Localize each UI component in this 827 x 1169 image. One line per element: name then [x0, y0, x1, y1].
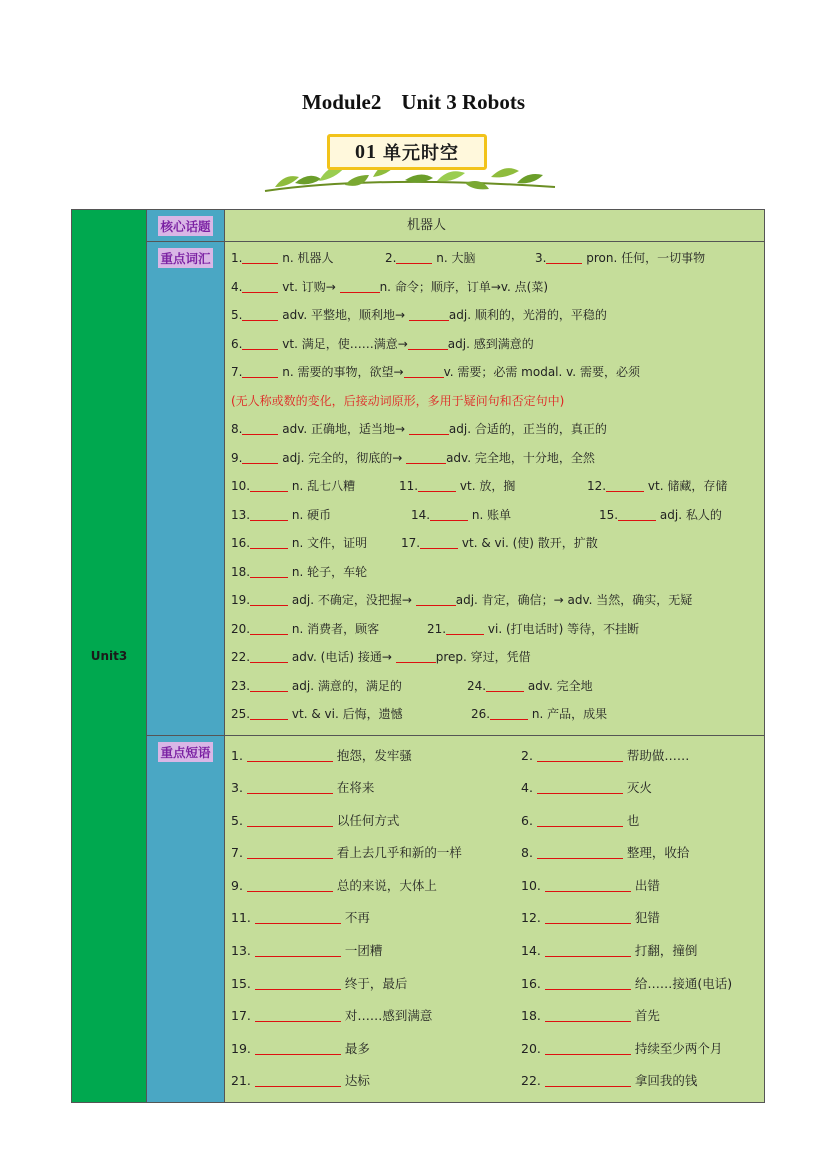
- section-title: 单元时空: [383, 143, 459, 164]
- phrase-row: [231, 935, 758, 968]
- vocab-list: [225, 242, 764, 735]
- unit-table: [71, 209, 765, 1103]
- module-label: Module2: [301, 90, 382, 114]
- answer-blank: [408, 335, 448, 350]
- phrase-entry: [521, 805, 639, 838]
- entry-definition: n. 轮子，车轮: [288, 564, 368, 579]
- entry-definition: pron. 任何，一切事物: [582, 251, 706, 265]
- vocab-entry: [231, 244, 334, 273]
- vocab-entry: [231, 558, 367, 587]
- phrase-entry: [521, 968, 732, 1001]
- phrase-entry: [521, 837, 689, 870]
- vocab-entry: [231, 444, 595, 473]
- answer-blank: [537, 812, 623, 827]
- phrase-number: 13.: [231, 943, 255, 959]
- answer-blank: [396, 648, 436, 663]
- entry-definition: adv. 完全地: [524, 678, 593, 693]
- vocab-row: [231, 558, 756, 587]
- entry-definition: n. 乱七八糟: [288, 479, 356, 493]
- vocab-row: [231, 501, 756, 530]
- vocab-entry: [471, 700, 607, 729]
- answer-blank: [545, 909, 631, 924]
- answer-blank: [247, 747, 333, 762]
- answer-blank: [618, 506, 656, 521]
- phrase-meaning: 不再: [340, 910, 370, 926]
- phrase-row: [231, 740, 758, 773]
- phrase-row: [231, 968, 758, 1001]
- answer-blank: [545, 1072, 631, 1087]
- phrase-meaning: 以任何方式: [332, 812, 400, 828]
- entry-definition: n. 命令；顺序，订单→v. 点(菜): [379, 279, 549, 294]
- answer-blank: [242, 335, 278, 350]
- answer-blank: [545, 942, 631, 957]
- answer-blank: [430, 506, 468, 521]
- phrase-meaning: 一团糟: [340, 943, 383, 959]
- phrase-meaning: 对……感到满意: [340, 1008, 433, 1024]
- entry-definition: n. 机器人: [278, 251, 334, 265]
- answer-blank: [242, 306, 278, 321]
- answer-blank: [537, 747, 623, 762]
- answer-blank: [545, 1040, 631, 1055]
- answer-blank: [255, 1040, 341, 1055]
- vocab-row: [231, 244, 756, 273]
- answer-blank: [420, 534, 458, 549]
- topic-tag: 核心话题: [158, 216, 212, 236]
- vocab-entry: [411, 501, 511, 530]
- phrase-row: [231, 1065, 758, 1098]
- entry-definition: n. 硬币: [288, 507, 332, 522]
- phrase-entry: [231, 805, 399, 838]
- answer-blank: [409, 306, 449, 321]
- entry-number: 22.: [231, 650, 251, 664]
- entry-number: 9.: [231, 450, 243, 465]
- answer-blank: [250, 477, 288, 492]
- answer-blank: [250, 506, 288, 521]
- phrase-meaning: 灭火: [622, 780, 652, 796]
- entry-definition: adj. 合适的，正当的，真正的: [448, 422, 607, 436]
- answer-blank: [247, 844, 333, 859]
- vocab-entry: [231, 415, 607, 444]
- phrase-entry: [521, 740, 689, 773]
- phrase-entry: [231, 837, 462, 870]
- phrase-row: [231, 902, 758, 935]
- vocab-row: [231, 586, 756, 615]
- phrase-number: 7.: [231, 845, 247, 861]
- entry-definition: adv. 平整地，顺利地→: [278, 308, 409, 322]
- entry-definition: vt. & vi. (使) 散开，扩散: [458, 536, 598, 550]
- vocab-entry: [231, 672, 402, 701]
- phrase-entry: [521, 870, 660, 903]
- entry-number: 3.: [535, 251, 547, 265]
- phrase-entry: [231, 902, 370, 935]
- entry-definition: v. 需要；必需 modal. v. 需要，必须: [443, 365, 640, 379]
- answer-blank: [406, 449, 446, 464]
- phrase-row: [231, 837, 758, 870]
- phrase-meaning: 给……接通(电话): [630, 975, 733, 991]
- answer-blank: [250, 534, 288, 549]
- phrase-cell: [225, 735, 765, 1103]
- phrase-number: 5.: [231, 812, 247, 828]
- phrase-meaning: 也: [622, 812, 640, 828]
- phrase-entry: [521, 772, 652, 805]
- vocab-entry: [231, 529, 367, 558]
- answer-blank: [255, 975, 341, 990]
- answer-blank: [247, 812, 333, 827]
- answer-blank: [416, 591, 456, 606]
- unit-cell: [72, 210, 147, 1103]
- phrase-number: 22.: [521, 1073, 545, 1089]
- vocab-row: [231, 529, 756, 558]
- phrase-category-cell: [147, 735, 225, 1103]
- entry-number: 2.: [385, 251, 397, 265]
- entry-definition: n. 文件，证明: [288, 536, 368, 550]
- answer-blank: [255, 1007, 341, 1022]
- entry-definition: adj. 肯定，确信；→ adv. 当然，确实，无疑: [455, 593, 693, 607]
- phrase-number: 3.: [231, 780, 247, 796]
- entry-number: 17.: [401, 536, 421, 550]
- answer-blank: [340, 278, 380, 293]
- answer-blank: [446, 620, 484, 635]
- entry-definition: vt. 满足，使……满意→: [278, 336, 408, 351]
- answer-blank: [247, 877, 333, 892]
- entry-definition: adj. 满意的，满足的: [288, 678, 402, 693]
- entry-definition: adj. 感到满意的: [447, 336, 534, 351]
- entry-definition: n. 消费者，顾客: [288, 621, 380, 636]
- vocab-row: [231, 444, 756, 473]
- vocab-cell: [225, 242, 765, 736]
- vocab-row: [231, 387, 756, 416]
- phrase-row: [231, 1033, 758, 1066]
- unit-title: Unit 3 Robots: [401, 90, 526, 114]
- vocab-entry: [467, 672, 593, 701]
- entry-definition: adj. 不确定，没把握→: [288, 593, 416, 607]
- vocab-entry: [231, 643, 531, 672]
- vocab-entry: [231, 301, 607, 330]
- answer-blank: [250, 677, 288, 692]
- phrase-number: 18.: [521, 1008, 545, 1024]
- entry-number: 18.: [231, 564, 251, 579]
- phrase-number: 17.: [231, 1008, 255, 1024]
- vocab-row: [231, 643, 756, 672]
- phrase-entry: [521, 1000, 660, 1033]
- vocab-row: [231, 301, 756, 330]
- phrase-meaning: 抱怨，发牢骚: [332, 747, 412, 763]
- answer-blank: [255, 909, 341, 924]
- vocab-row: [231, 700, 756, 729]
- entry-number: 25.: [231, 707, 251, 721]
- entry-definition: prep. 穿过，凭借: [435, 650, 531, 664]
- answer-blank: [250, 620, 288, 635]
- vocab-entry: [231, 330, 534, 359]
- phrase-meaning: 拿回我的钱: [630, 1073, 698, 1089]
- page-title: [0, 90, 827, 115]
- answer-blank: [486, 677, 524, 692]
- vocab-row: [231, 358, 756, 387]
- phrase-entry: [231, 772, 374, 805]
- entry-number: 16.: [231, 536, 251, 550]
- phrase-number: 19.: [231, 1040, 255, 1056]
- phrase-entry: [231, 1065, 370, 1098]
- phrase-tag: 重点短语: [158, 742, 212, 762]
- vocab-row: [231, 615, 756, 644]
- entry-number: 19.: [231, 593, 251, 607]
- phrase-meaning: 在将来: [332, 780, 375, 796]
- entry-number: 7.: [231, 365, 243, 379]
- entry-number: 1.: [231, 251, 243, 265]
- grammar-note: (无人称或数的变化，后接动词原形，多用于疑问句和否定句中): [231, 393, 565, 408]
- answer-blank: [409, 420, 449, 435]
- entry-number: 23.: [231, 678, 251, 693]
- entry-number: 13.: [231, 507, 251, 522]
- answer-blank: [242, 278, 278, 293]
- answer-blank: [242, 420, 278, 435]
- phrase-number: 21.: [231, 1073, 255, 1089]
- phrase-entry: [521, 935, 697, 968]
- entry-number: 12.: [587, 479, 607, 493]
- vocab-entry: [427, 615, 639, 644]
- vocab-entry: [587, 472, 727, 501]
- phrase-meaning: 看上去几乎和新的一样: [332, 845, 462, 861]
- phrase-row: [231, 772, 758, 805]
- phrase-row: [231, 870, 758, 903]
- section-banner: [255, 125, 565, 205]
- topic-text: 机器人: [407, 218, 447, 233]
- entry-definition: vi. (打电话时) 等待，不挂断: [484, 621, 640, 636]
- vocab-entry: [231, 472, 355, 501]
- answer-blank: [490, 705, 528, 720]
- answer-blank: [545, 1007, 631, 1022]
- vocab-entry: [231, 358, 640, 387]
- vocab-entry: [231, 273, 548, 302]
- answer-blank: [606, 477, 644, 492]
- unit-label: Unit3: [90, 649, 128, 664]
- phrase-number: 9.: [231, 877, 247, 893]
- answer-blank: [250, 563, 288, 578]
- phrase-number: 2.: [521, 747, 537, 763]
- entry-number: 4.: [231, 279, 243, 294]
- vocab-entry: [231, 586, 692, 615]
- phrase-row: [231, 805, 758, 838]
- answer-blank: [537, 779, 623, 794]
- vocab-row: [231, 415, 756, 444]
- answer-blank: [242, 249, 278, 264]
- phrase-number: 6.: [521, 812, 537, 828]
- entry-definition: adj. 顺利的，光滑的，平稳的: [448, 308, 607, 322]
- entry-number: 21.: [427, 621, 447, 636]
- answer-blank: [546, 249, 582, 264]
- vocab-entry: [231, 615, 379, 644]
- phrase-meaning: 犯错: [630, 910, 660, 926]
- entry-definition: adv. 正确地，适当地→: [278, 422, 409, 436]
- answer-blank: [255, 1072, 341, 1087]
- entry-definition: n. 账单: [468, 507, 512, 522]
- phrase-entry: [231, 740, 412, 773]
- answer-blank: [250, 705, 288, 720]
- entry-number: 26.: [471, 707, 491, 721]
- entry-definition: adv. (电话) 接通→: [288, 650, 396, 664]
- entry-definition: n. 需要的事物，欲望→: [278, 365, 404, 379]
- entry-number: 20.: [231, 621, 251, 636]
- vocab-row: [231, 330, 756, 359]
- answer-blank: [396, 249, 432, 264]
- topic-cell: [225, 210, 765, 242]
- entry-definition: adv. 完全地，十分地，全然: [446, 450, 595, 465]
- phrase-entry: [231, 1033, 370, 1066]
- answer-blank: [545, 975, 631, 990]
- phrase-meaning: 达标: [340, 1073, 370, 1089]
- phrase-meaning: 出错: [630, 877, 660, 893]
- phrase-meaning: 最多: [340, 1040, 370, 1056]
- vocab-entry: [231, 387, 564, 416]
- phrase-row: [231, 1000, 758, 1033]
- vocab-row: [231, 273, 756, 302]
- answer-blank: [545, 877, 631, 892]
- phrase-number: 4.: [521, 780, 537, 796]
- entry-number: 10.: [231, 479, 251, 493]
- vocab-category-cell: [147, 242, 225, 736]
- entry-definition: vt. & vi. 后悔，遗憾: [288, 707, 403, 721]
- vocab-entry: [535, 244, 705, 273]
- answer-blank: [250, 648, 288, 663]
- phrase-meaning: 终于，最后: [340, 975, 408, 991]
- vocab-row: [231, 472, 756, 501]
- vocab-entry: [401, 529, 598, 558]
- phrase-number: 10.: [521, 877, 545, 893]
- entry-number: 8.: [231, 422, 243, 436]
- phrase-number: 11.: [231, 910, 255, 926]
- phrase-meaning: 首先: [630, 1008, 660, 1024]
- phrase-number: 1.: [231, 747, 247, 763]
- entry-definition: adj. 私人的: [656, 507, 722, 522]
- answer-blank: [255, 942, 341, 957]
- entry-number: 5.: [231, 308, 243, 322]
- entry-number: 14.: [411, 507, 431, 522]
- phrase-meaning: 打翻，撞倒: [630, 943, 698, 959]
- vocab-entry: [231, 501, 331, 530]
- entry-definition: vt. 放，搁: [456, 479, 516, 493]
- phrase-entry: [231, 935, 382, 968]
- topic-category-cell: [147, 210, 225, 242]
- entry-number: 11.: [399, 479, 419, 493]
- answer-blank: [242, 449, 278, 464]
- entry-definition: vt. 储藏，存储: [644, 479, 728, 493]
- vocab-entry: [599, 501, 722, 530]
- phrase-entry: [231, 968, 407, 1001]
- phrase-number: 8.: [521, 845, 537, 861]
- phrase-number: 15.: [231, 975, 255, 991]
- vocab-entry: [399, 472, 515, 501]
- phrase-number: 14.: [521, 943, 545, 959]
- vocab-tag: 重点词汇: [158, 248, 212, 268]
- phrase-entry: [521, 1065, 697, 1098]
- answer-blank: [247, 779, 333, 794]
- entry-definition: n. 大脑: [432, 251, 476, 265]
- answer-blank: [242, 363, 278, 378]
- answer-blank: [404, 363, 444, 378]
- section-badge: [327, 134, 487, 170]
- entry-number: 24.: [467, 678, 487, 693]
- phrase-entry: [231, 1000, 432, 1033]
- entry-definition: vt. 订购→: [278, 279, 340, 294]
- vocab-entry: [231, 700, 403, 729]
- phrase-entry: [231, 870, 437, 903]
- vocab-entry: [385, 244, 476, 273]
- phrase-entry: [521, 1033, 722, 1066]
- phrase-number: 12.: [521, 910, 545, 926]
- phrase-number: 16.: [521, 975, 545, 991]
- answer-blank: [250, 591, 288, 606]
- entry-definition: adj. 完全的，彻底的→: [278, 450, 407, 465]
- phrase-number: 20.: [521, 1040, 545, 1056]
- answer-blank: [537, 844, 623, 859]
- entry-definition: n. 产品，成果: [528, 707, 608, 721]
- vocab-row: [231, 672, 756, 701]
- answer-blank: [418, 477, 456, 492]
- phrase-list: [225, 736, 764, 1103]
- phrase-meaning: 帮助做……: [622, 747, 690, 763]
- section-number: 01: [355, 140, 377, 163]
- phrase-meaning: 总的来说，大体上: [332, 877, 437, 893]
- entry-number: 6.: [231, 336, 243, 351]
- phrase-meaning: 整理，收拾: [622, 845, 690, 861]
- entry-number: 15.: [599, 507, 619, 522]
- phrase-entry: [521, 902, 660, 935]
- phrase-meaning: 持续至少两个月: [630, 1040, 723, 1056]
